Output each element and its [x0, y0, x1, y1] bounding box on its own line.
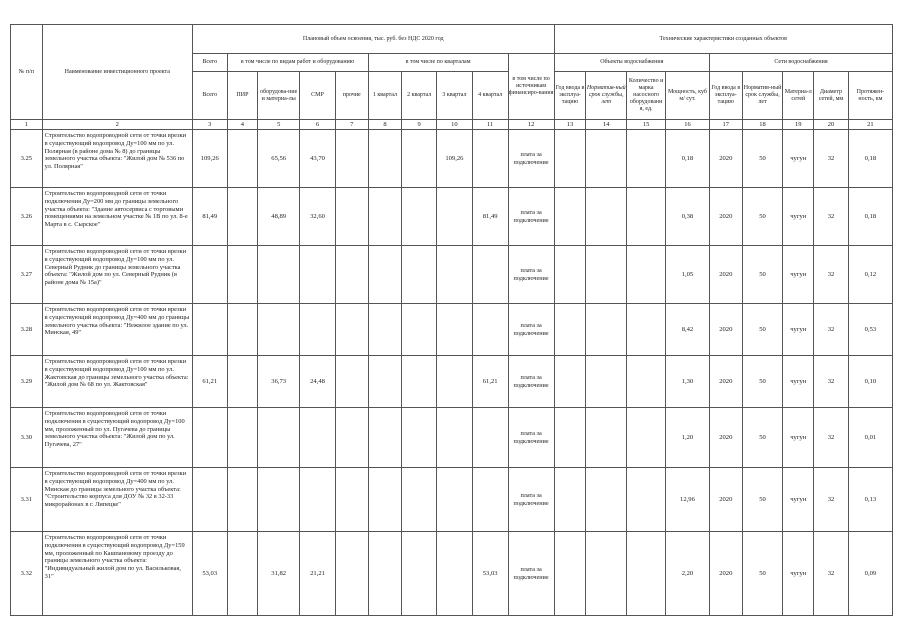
- object-year: [554, 304, 586, 356]
- q3-value: [437, 468, 473, 532]
- equipment-value: 31,82: [258, 532, 300, 616]
- equipment-value: [258, 408, 300, 468]
- q3-value: [437, 304, 473, 356]
- header-net-life: Норматив-ный срок службы, лет: [742, 72, 783, 120]
- header-tech: Технические характеристики созданных объектов: [554, 25, 892, 54]
- q1-value: [368, 304, 402, 356]
- header-net-year: Год ввода в эксплуа-тацию: [709, 72, 742, 120]
- row-number: 3.26: [11, 188, 43, 246]
- capacity-value: 1,20: [666, 408, 710, 468]
- q1-value: [368, 408, 402, 468]
- network-life: 50: [742, 356, 783, 408]
- smr-value: [300, 246, 336, 304]
- capacity-value: 12,96: [666, 468, 710, 532]
- q4-value: 61,21: [472, 356, 508, 408]
- col-number: 13: [554, 120, 586, 130]
- q3-value: 109,26: [437, 130, 473, 188]
- project-name: Строительство водопроводной сети от точки подключения Ду=200 мм до границы земельного участка объекта: "Здание автосервиса с торговыми помещениями на земельном участке № 1В по ул. 8-е Марта в с. Сырское": [42, 188, 192, 246]
- total-value: [192, 408, 227, 468]
- header-q3: 3 квартал: [437, 72, 473, 120]
- network-year: 2020: [709, 304, 742, 356]
- header-other: прочие: [335, 72, 368, 120]
- q4-value: [472, 408, 508, 468]
- network-material: чугун: [783, 468, 814, 532]
- object-life: [586, 408, 627, 468]
- object-year: [554, 408, 586, 468]
- col-number: 15: [627, 120, 666, 130]
- object-life: [586, 304, 627, 356]
- equipment-value: 65,56: [258, 130, 300, 188]
- header-by-source: в том числе по источникам финансиро-вания: [508, 54, 554, 120]
- other-value: [335, 408, 368, 468]
- q4-value: [472, 468, 508, 532]
- q3-value: [437, 356, 473, 408]
- table-row: [11, 188, 893, 246]
- q3-value: [437, 246, 473, 304]
- funding-source: плата за подключение: [508, 468, 554, 532]
- pir-value: [227, 188, 258, 246]
- network-material: чугун: [783, 130, 814, 188]
- total-value: 53,03: [192, 532, 227, 616]
- q3-value: [437, 408, 473, 468]
- network-life: 50: [742, 468, 783, 532]
- network-length: 0,10: [848, 356, 892, 408]
- network-material: чугун: [783, 532, 814, 616]
- network-life: 50: [742, 304, 783, 356]
- funding-source: плата за подключение: [508, 304, 554, 356]
- row-number: 3.30: [11, 408, 43, 468]
- smr-value: 32,60: [300, 188, 336, 246]
- pump-count: [627, 356, 666, 408]
- col-number: 9: [402, 120, 437, 130]
- col-number: 14: [586, 120, 627, 130]
- header-water-networks: Сети водоснабжения: [709, 54, 892, 72]
- total-value: [192, 468, 227, 532]
- table-row: [11, 304, 893, 356]
- object-year: [554, 246, 586, 304]
- header-pir: ПИР: [227, 72, 258, 120]
- network-year: 2020: [709, 356, 742, 408]
- table-row: [11, 246, 893, 304]
- network-length: 0,18: [848, 188, 892, 246]
- pump-count: [627, 408, 666, 468]
- header-obj-life: Норматив-ный срок службы, лет: [586, 72, 627, 120]
- network-length: 0,09: [848, 532, 892, 616]
- q2-value: [402, 246, 437, 304]
- col-number: 8: [368, 120, 402, 130]
- object-life: [586, 468, 627, 532]
- row-number: 3.28: [11, 304, 43, 356]
- q2-value: [402, 130, 437, 188]
- smr-value: 21,21: [300, 532, 336, 616]
- network-life: 50: [742, 246, 783, 304]
- object-year: [554, 532, 586, 616]
- q1-value: [368, 130, 402, 188]
- q2-value: [402, 188, 437, 246]
- smr-value: 24,48: [300, 356, 336, 408]
- smr-value: [300, 304, 336, 356]
- pump-count: [627, 304, 666, 356]
- funding-source: плата за подключение: [508, 356, 554, 408]
- pump-count: [627, 468, 666, 532]
- row-number: 3.27: [11, 246, 43, 304]
- object-life: [586, 356, 627, 408]
- equipment-value: 36,73: [258, 356, 300, 408]
- pir-value: [227, 130, 258, 188]
- header-material: Материа-л сетей: [783, 72, 814, 120]
- col-number: 4: [227, 120, 258, 130]
- total-value: [192, 246, 227, 304]
- q1-value: [368, 246, 402, 304]
- network-material: чугун: [783, 188, 814, 246]
- funding-source: плата за подключение: [508, 532, 554, 616]
- q3-value: [437, 188, 473, 246]
- object-year: [554, 468, 586, 532]
- q4-value: [472, 304, 508, 356]
- col-number: 10: [437, 120, 473, 130]
- project-name: Строительство водопроводной сети от точки врезки в существующий водопровод Ду=400 мм до границы земельного участка объекта: "Нежилое здание по ул. Минская, 49": [42, 304, 192, 356]
- col-number: 18: [742, 120, 783, 130]
- q4-value: [472, 246, 508, 304]
- equipment-value: 48,89: [258, 188, 300, 246]
- network-life: 50: [742, 532, 783, 616]
- column-number-row: [11, 120, 893, 130]
- network-material: чугун: [783, 408, 814, 468]
- other-value: [335, 130, 368, 188]
- capacity-value: 1,05: [666, 246, 710, 304]
- col-number: 12: [508, 120, 554, 130]
- col-number: 21: [848, 120, 892, 130]
- project-name: Строительство водопроводной сети от точки подключения в существующий водопровод Ду=159 мм, проложенный по Кашпановому проезду до границы земельного участка объекта: "Индивидуальный жилой дом по ул. Васильковая, 31": [42, 532, 192, 616]
- header-q1: 1 квартал: [368, 72, 402, 120]
- capacity-value: 2,20: [666, 532, 710, 616]
- investment-table: [10, 24, 893, 616]
- network-year: 2020: [709, 130, 742, 188]
- smr-value: [300, 468, 336, 532]
- equipment-value: [258, 246, 300, 304]
- other-value: [335, 188, 368, 246]
- network-year: 2020: [709, 468, 742, 532]
- header-num: № п/п: [11, 25, 43, 120]
- header-diameter: Диаметр сетей, мм: [814, 72, 849, 120]
- network-length: 0,53: [848, 304, 892, 356]
- q4-value: 81,49: [472, 188, 508, 246]
- col-number: 16: [666, 120, 710, 130]
- network-material: чугун: [783, 356, 814, 408]
- col-number: 19: [783, 120, 814, 130]
- network-diameter: 32: [814, 468, 849, 532]
- network-diameter: 32: [814, 188, 849, 246]
- table-row: [11, 408, 893, 468]
- col-number: 3: [192, 120, 227, 130]
- object-year: [554, 188, 586, 246]
- q1-value: [368, 188, 402, 246]
- col-number: 11: [472, 120, 508, 130]
- header-name: Наименование инвестиционного проекта: [42, 25, 192, 120]
- pir-value: [227, 408, 258, 468]
- network-length: 0,18: [848, 130, 892, 188]
- network-diameter: 32: [814, 356, 849, 408]
- table-row: [11, 130, 893, 188]
- header-obj-count: Количество и марка насосного оборудовани я, ед.: [627, 72, 666, 120]
- object-life: [586, 188, 627, 246]
- project-name: Строительство водопроводной сети от точки подключения в существующий водопровод Ду=100 мм, проложенный по ул. Пугачева до границы земельного участка объекта: "Жилой дом по ул. Пугачева, 27": [42, 408, 192, 468]
- header-length: Протяжен-ность, км: [848, 72, 892, 120]
- network-diameter: 32: [814, 532, 849, 616]
- q4-value: [472, 130, 508, 188]
- q1-value: [368, 532, 402, 616]
- header-water-objects: Объекты водоснабжения: [554, 54, 709, 72]
- pump-count: [627, 246, 666, 304]
- smr-value: [300, 408, 336, 468]
- capacity-value: 0,18: [666, 130, 710, 188]
- project-name: Строительство водопроводной сети от точки врезки в существующий водопровод Ду=400 мм по ул. Минская до границы земельного участка объекта: "Строительство корпуса для ДОУ № 32 в 32-33 микрорайонах в г. Липецке": [42, 468, 192, 532]
- q1-value: [368, 468, 402, 532]
- capacity-value: 1,30: [666, 356, 710, 408]
- col-number: 7: [335, 120, 368, 130]
- equipment-value: [258, 304, 300, 356]
- col-number: 17: [709, 120, 742, 130]
- q2-value: [402, 356, 437, 408]
- network-year: 2020: [709, 188, 742, 246]
- q3-value: [437, 532, 473, 616]
- other-value: [335, 532, 368, 616]
- network-material: чугун: [783, 304, 814, 356]
- project-name: Строительство водопроводной сети от точки врезки в существующий водопровод Ду=100 мм по ул. Северный Рудник до границы земельного участка объекта: "Жилой дом по ул. Северный Рудник (в районе дома № 15а)": [42, 246, 192, 304]
- col-number: 6: [300, 120, 336, 130]
- smr-value: 43,70: [300, 130, 336, 188]
- table-body: [11, 130, 893, 616]
- total-value: 81,49: [192, 188, 227, 246]
- object-year: [554, 130, 586, 188]
- equipment-value: [258, 468, 300, 532]
- col-number: 2: [42, 120, 192, 130]
- network-diameter: 32: [814, 304, 849, 356]
- pir-value: [227, 532, 258, 616]
- network-diameter: 32: [814, 408, 849, 468]
- funding-source: плата за подключение: [508, 188, 554, 246]
- table-row: [11, 532, 893, 616]
- network-length: 0,13: [848, 468, 892, 532]
- col-number: 5: [258, 120, 300, 130]
- pir-value: [227, 468, 258, 532]
- funding-source: плата за подключение: [508, 246, 554, 304]
- total-value: [192, 304, 227, 356]
- network-length: 0,01: [848, 408, 892, 468]
- col-number: 1: [11, 120, 43, 130]
- document-page: [10, 24, 893, 616]
- pir-value: [227, 304, 258, 356]
- object-life: [586, 130, 627, 188]
- header-q4: 4 квартал: [472, 72, 508, 120]
- q2-value: [402, 532, 437, 616]
- other-value: [335, 468, 368, 532]
- table-row: [11, 356, 893, 408]
- project-name: Строительство водопроводной сети от точки врезки в существующий водопровод Ду=100 мм по ул. Жактовская до границы земельного участка объекта: "Жилой дом № 68 по ул. Жактовская": [42, 356, 192, 408]
- pump-count: [627, 188, 666, 246]
- row-number: 3.32: [11, 532, 43, 616]
- header-q2: 2 квартал: [402, 72, 437, 120]
- network-year: 2020: [709, 408, 742, 468]
- pump-count: [627, 532, 666, 616]
- network-length: 0,12: [848, 246, 892, 304]
- header-sub-total: Всего: [192, 72, 227, 120]
- pir-value: [227, 246, 258, 304]
- header-smr: СМР: [300, 72, 336, 120]
- funding-source: плата за подключение: [508, 130, 554, 188]
- network-year: 2020: [709, 532, 742, 616]
- q2-value: [402, 304, 437, 356]
- network-diameter: 32: [814, 130, 849, 188]
- pir-value: [227, 356, 258, 408]
- other-value: [335, 304, 368, 356]
- other-value: [335, 356, 368, 408]
- network-life: 50: [742, 188, 783, 246]
- header-total: Всего: [192, 54, 227, 72]
- funding-source: плата за подключение: [508, 408, 554, 468]
- header-planned: Плановый объем освоения, тыс. руб. без НДС 2020 год: [192, 25, 554, 54]
- total-value: 109,26: [192, 130, 227, 188]
- object-life: [586, 532, 627, 616]
- network-material: чугун: [783, 246, 814, 304]
- network-life: 50: [742, 408, 783, 468]
- object-year: [554, 356, 586, 408]
- q1-value: [368, 356, 402, 408]
- table-row: [11, 468, 893, 532]
- row-number: 3.29: [11, 356, 43, 408]
- header-by-works: в том числе по видам работ и оборудованию: [227, 54, 368, 72]
- capacity-value: 8,42: [666, 304, 710, 356]
- object-life: [586, 246, 627, 304]
- col-number: 20: [814, 120, 849, 130]
- network-year: 2020: [709, 246, 742, 304]
- row-number: 3.25: [11, 130, 43, 188]
- pump-count: [627, 130, 666, 188]
- other-value: [335, 246, 368, 304]
- q2-value: [402, 408, 437, 468]
- capacity-value: 0,38: [666, 188, 710, 246]
- header-by-quarter: в том числе по кварталам: [368, 54, 508, 72]
- q4-value: 53,03: [472, 532, 508, 616]
- row-number: 3.31: [11, 468, 43, 532]
- header-obj-year: Год ввода в эксплуа-тацию: [554, 72, 586, 120]
- network-diameter: 32: [814, 246, 849, 304]
- network-life: 50: [742, 130, 783, 188]
- header-equipment: оборудова-ние и материа-лы: [258, 72, 300, 120]
- q2-value: [402, 468, 437, 532]
- project-name: Строительство водопроводной сети от точки врезки в существующий водопровод Ду=100 мм по ул. Полярная (в районе дома № 8) до границы земельного участка объекта: "Жилой дом № 536 по ул. Полярная": [42, 130, 192, 188]
- header-capacity: Мощность, куб м/ сут.: [666, 72, 710, 120]
- total-value: 61,21: [192, 356, 227, 408]
